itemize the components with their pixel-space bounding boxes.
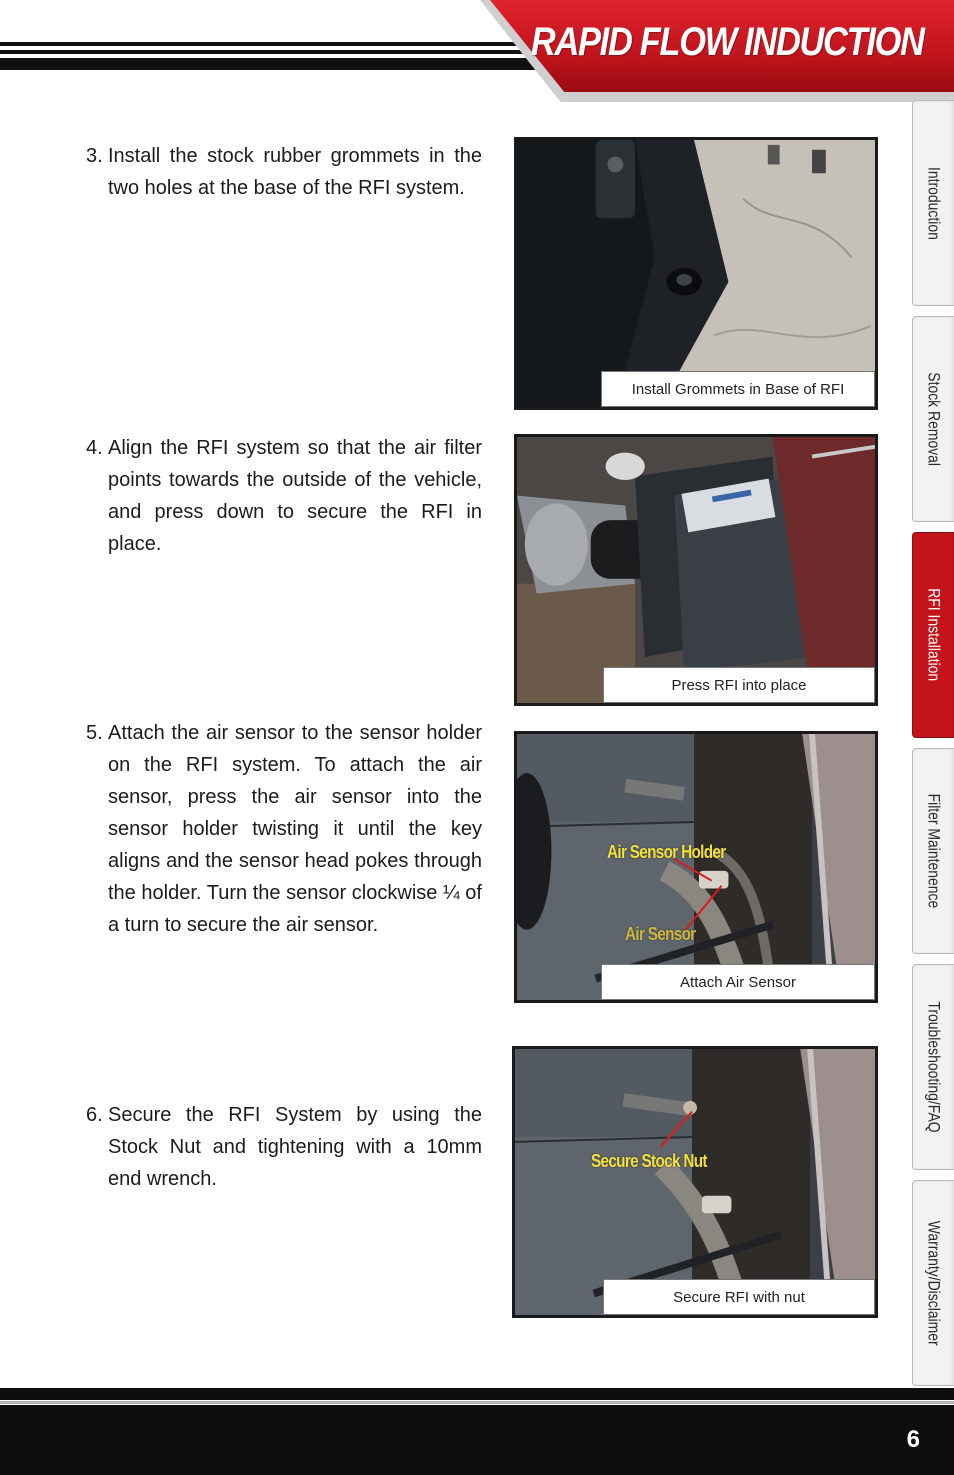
photo-caption: Install Grommets in Base of RFI bbox=[601, 371, 875, 407]
step-5 bbox=[86, 717, 482, 941]
tab-rfi-installation[interactable] bbox=[912, 532, 954, 738]
photo-caption: Press RFI into place bbox=[603, 667, 875, 703]
tab-label: Warranty/Disclaimer bbox=[924, 1220, 944, 1346]
callout-secure-stock-nut: Secure Stock Nut bbox=[591, 1151, 707, 1171]
step-number: 6. bbox=[86, 1104, 103, 1126]
footer-divider bbox=[0, 1401, 954, 1404]
step-6 bbox=[86, 1099, 482, 1195]
step-3 bbox=[86, 140, 482, 204]
page-number: 6 bbox=[906, 1426, 920, 1453]
photo-secure-rfi-image bbox=[515, 1049, 875, 1315]
step-text: Attach the air sensor to the sensor holder on the RFI system. To attach the air sensor, press the air sensor into the sensor holder twisting it until the key aligns and the sensor head pokes through the holder. Turn the sensor clockwise ¼ of a turn to secure the air sensor. bbox=[108, 722, 482, 936]
tab-label: Filter Maintenence bbox=[924, 793, 944, 909]
photo-caption: Attach Air Sensor bbox=[601, 964, 875, 1000]
tab-label: Stock Removal bbox=[924, 372, 944, 466]
tab-label: RFI Installation bbox=[924, 588, 944, 682]
tab-stock-removal[interactable] bbox=[912, 316, 954, 522]
step-4 bbox=[86, 432, 482, 560]
footer-stripe bbox=[0, 1388, 954, 1400]
callout-air-sensor-holder: Air Sensor Holder bbox=[607, 842, 726, 862]
header-stripe bbox=[0, 42, 540, 46]
header-stripe bbox=[0, 50, 548, 54]
photo-install-grommets bbox=[514, 137, 878, 410]
photo-air-sensor-image bbox=[517, 734, 875, 1000]
step-text: Align the RFI system so that the air filter points towards the outside of the vehicle, and press down to secure the RFI in place. bbox=[108, 437, 482, 555]
step-text: Secure the RFI System by using the Stock Nut and tightening with a 10mm end wrench. bbox=[108, 1104, 482, 1190]
step-number: 5. bbox=[86, 722, 103, 744]
page-title: RAPID FLOW INDUCTION bbox=[531, 20, 924, 64]
tab-warranty-disclaimer[interactable] bbox=[912, 1180, 954, 1386]
tab-label: Troubleshooting/FAQ bbox=[924, 1001, 944, 1133]
photo-secure-rfi bbox=[512, 1046, 878, 1318]
photo-attach-air-sensor bbox=[514, 731, 878, 1003]
photo-press-rfi bbox=[514, 434, 878, 706]
step-text: Install the stock rubber grommets in the two holes at the base of the RFI system. bbox=[108, 145, 482, 199]
header-stripe bbox=[0, 58, 556, 70]
tab-troubleshooting-faq[interactable] bbox=[912, 964, 954, 1170]
tab-filter-maintenence[interactable] bbox=[912, 748, 954, 954]
footer-bar bbox=[0, 1405, 954, 1475]
step-number: 3. bbox=[86, 145, 103, 167]
photo-caption: Secure RFI with nut bbox=[603, 1279, 875, 1315]
tab-label: Introduction bbox=[924, 166, 944, 240]
photo-press-rfi-image bbox=[517, 437, 875, 703]
step-number: 4. bbox=[86, 437, 103, 459]
photo-grommets-image bbox=[517, 140, 875, 407]
callout-air-sensor: Air Sensor bbox=[625, 924, 696, 944]
tab-introduction[interactable] bbox=[912, 100, 954, 306]
